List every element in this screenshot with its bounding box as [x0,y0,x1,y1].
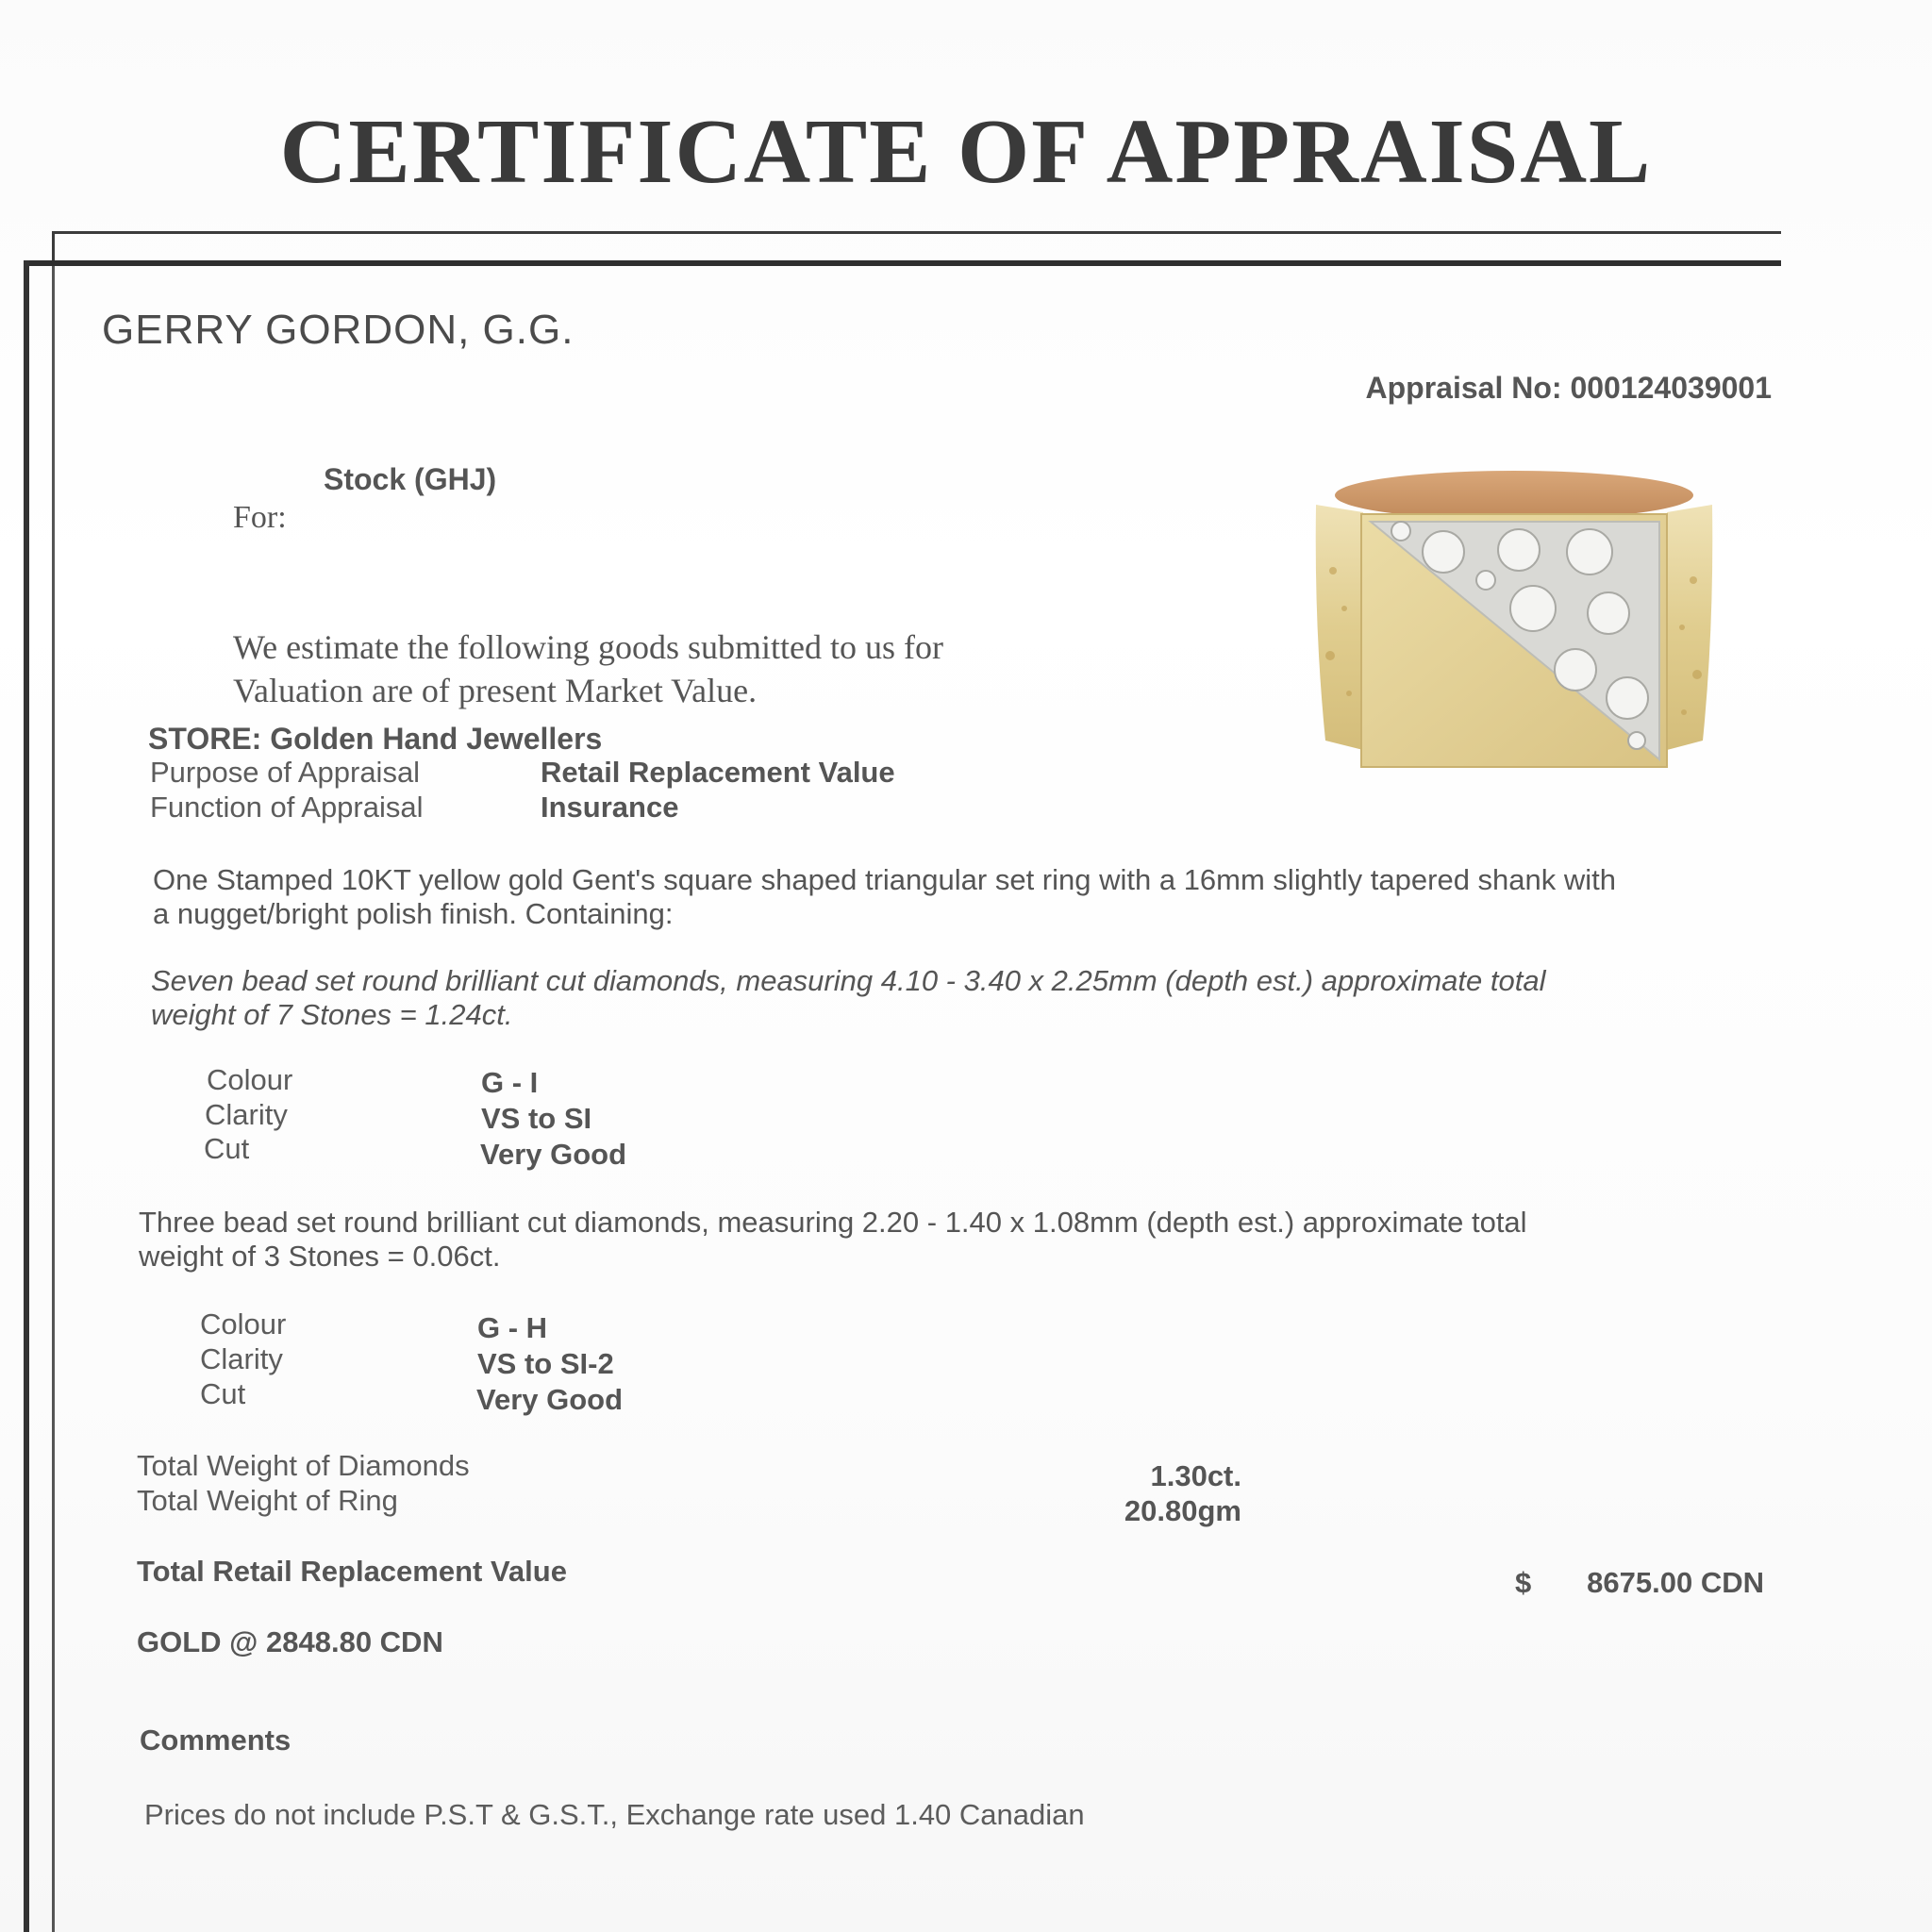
item-description: One Stamped 10KT yellow gold Gent's square shaped triangular set ring with a 16mm slightly tapered shank with a nugget/bright polish finish. Containing: [153,863,1617,930]
group2-description: Three bead set round brilliant cut diamonds, measuring 2.20 - 1.40 x 1.08mm (depth est.) approximate total weight of 3 Stones = 0.06ct. [139,1206,1527,1273]
frame-rule-left-inner [52,266,55,1932]
page-title: CERTIFICATE OF APPRAISAL [279,101,1653,203]
group1-clarity-value: VS to SI [481,1102,592,1135]
ring-inner-band [1335,471,1693,520]
group1-cut-label: Cut [204,1132,250,1165]
group1-cut-value: Very Good [480,1138,627,1171]
estimate-statement: We estimate the following goods submitted to us for Valuation are of present Market Value. [233,628,943,709]
ring-left-shoulder [1316,505,1363,750]
retail-value-label: Total Retail Replacement Value [137,1555,567,1588]
comments-text: Prices do not include P.S.T & G.S.T., Exchange rate used 1.40 Canadian [144,1798,1085,1831]
group2-clarity-label: Clarity [200,1342,283,1375]
group1-description: Seven bead set round brilliant cut diamonds, measuring 4.10 - 3.40 x 2.25mm (depth est.) approximate total weight of 7 Stones = 1.24ct. [151,964,1546,1031]
total-ring-label: Total Weight of Ring [137,1484,398,1517]
ring-illustration [1307,467,1722,792]
retail-value: 8675.00 CDN [1587,1566,1764,1599]
group2-cut-value: Very Good [476,1383,624,1416]
group2-colour-value: G - H [477,1311,548,1344]
function-label: Function of Appraisal [150,791,424,824]
group1-colour-label: Colour [207,1063,293,1096]
purpose-label: Purpose of Appraisal [150,756,421,789]
total-diamonds-value: 1.30ct. [1150,1459,1241,1492]
frame-rule-left-short [52,231,55,264]
frame-rule-second [24,260,1781,266]
for-label: For: [233,500,287,535]
group1-clarity-label: Clarity [205,1098,288,1131]
purpose-value: Retail Replacement Value [541,756,895,789]
appraiser-name: GERRY GORDON, G.G. [102,307,575,353]
function-value: Insurance [541,791,679,824]
gold-price: GOLD @ 2848.80 CDN [137,1625,443,1658]
frame-rule-top [52,231,1781,234]
frame-rule-left-outer [24,260,29,1932]
for-value: Stock (GHJ) [324,462,497,496]
appraisal-number: Appraisal No: 000124039001 [1365,371,1772,405]
group2-cut-label: Cut [200,1377,246,1410]
total-diamonds-label: Total Weight of Diamonds [137,1449,470,1482]
comments-label: Comments [140,1724,291,1757]
ring-image [1307,467,1722,792]
group2-colour-label: Colour [200,1307,287,1341]
total-ring-value: 20.80gm [1124,1494,1241,1527]
store-name: STORE: Golden Hand Jewellers [148,722,603,756]
ring-right-shoulder [1667,505,1712,750]
retail-currency: $ [1515,1566,1532,1599]
group1-colour-value: G - I [481,1066,539,1099]
group2-clarity-value: VS to SI-2 [477,1347,614,1380]
